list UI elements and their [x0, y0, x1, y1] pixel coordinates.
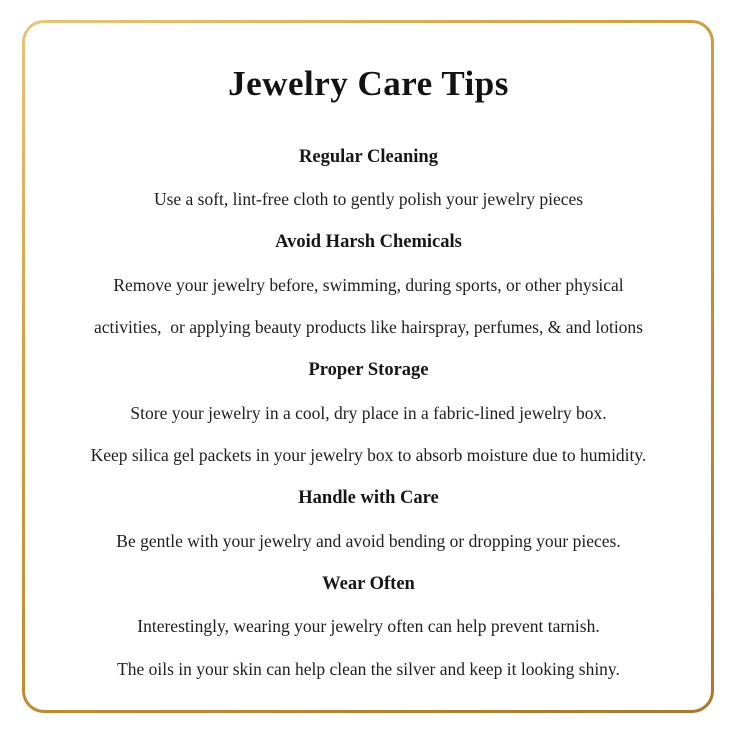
tip-line: activities, or applying beauty products like hairspray, perfumes, & and lotions — [93, 317, 643, 338]
tip-line: The oils in your skin can help clean the silver and keep it looking shiny. — [117, 658, 620, 679]
tip-section-avoid-harsh-chemicals — [0, 221, 737, 349]
tip-line: Interestingly, wearing your jewelry often can help prevent tarnish. — [137, 616, 600, 637]
tip-heading: Handle with Care — [298, 488, 439, 509]
tip-line: Remove your jewelry before, swimming, during sports, or other physical — [113, 274, 624, 295]
tip-section-handle-with-care — [0, 477, 737, 562]
tip-line: Use a soft, lint-free cloth to gently polish your jewelry pieces — [153, 189, 584, 210]
tip-heading: Regular Cleaning — [299, 146, 438, 167]
tip-line: Store your jewelry in a cool, dry place in a fabric-lined jewelry box. — [130, 402, 607, 423]
tip-heading: Wear Often — [322, 573, 415, 594]
page-title: Jewelry Care Tips — [228, 64, 509, 103]
tip-section-wear-often — [0, 563, 737, 691]
tip-line: Keep silica gel packets in your jewelry box to absorb moisture due to humidity. — [90, 445, 647, 466]
tip-heading: Proper Storage — [308, 360, 429, 381]
tip-section-proper-storage — [0, 349, 737, 477]
tip-section-regular-cleaning — [0, 136, 737, 221]
tip-line: Be gentle with your jewelry and avoid bending or dropping your pieces. — [116, 530, 621, 551]
tip-heading: Avoid Harsh Chemicals — [275, 231, 462, 252]
tips-list — [0, 109, 737, 691]
